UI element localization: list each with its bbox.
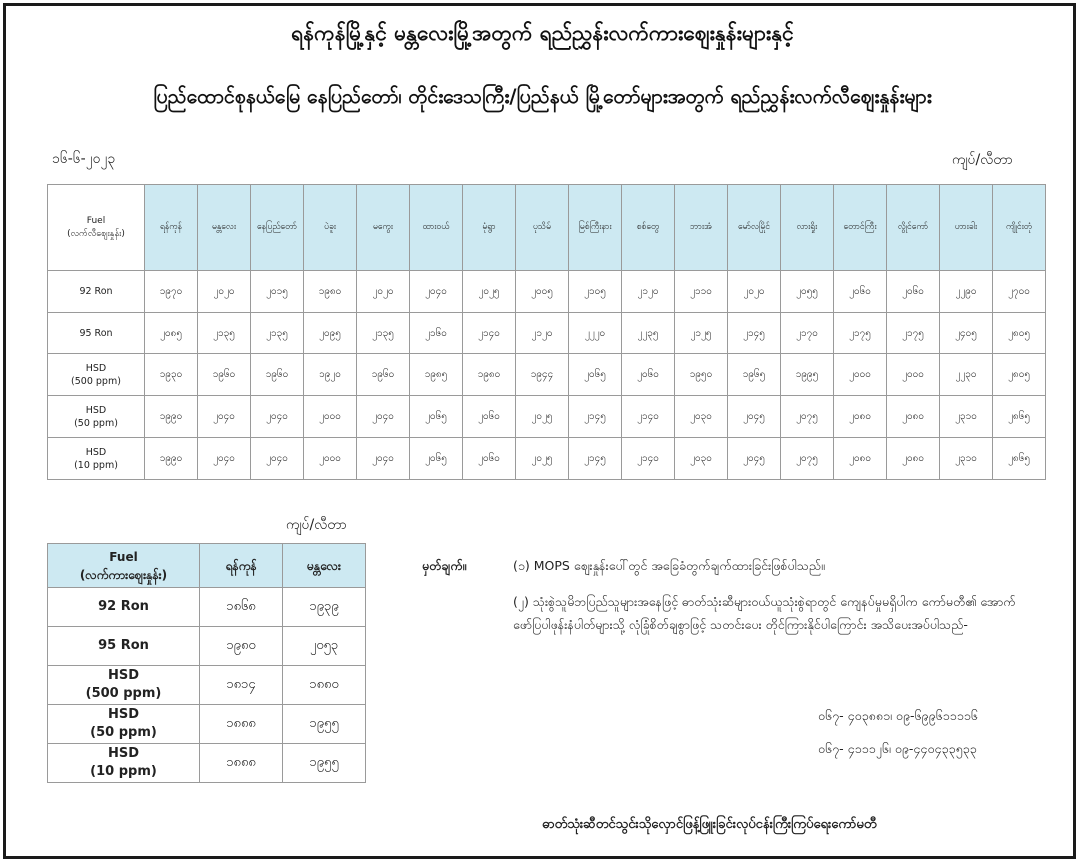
price-cell: ၁၉၆၀ <box>198 354 251 396</box>
city-header: ဘားအံ <box>675 185 728 271</box>
price-cell: ၂၀၄၀ <box>410 271 463 313</box>
price-cell: ၂၁၇၅ <box>834 313 887 354</box>
price-cell: ၁၉၂၀ <box>304 354 357 396</box>
fuel-header <box>48 185 145 271</box>
wholesale-unit-label: ကျပ်/လီတာ <box>286 517 347 533</box>
price-cell: ၂၀၆၀ <box>887 271 940 313</box>
price-cell: ၁၈၆၈ <box>200 588 283 627</box>
price-cell: ၁၉၅၅ <box>283 705 366 744</box>
price-cell: ၁၉၆၀ <box>251 354 304 396</box>
price-cell: ၁၉၆၀ <box>357 354 410 396</box>
fuel-type-line: (50 ppm) <box>90 725 157 740</box>
phone-numbers: ၀၆၇- ၄၁၁၁၂၆၊ ၀၉-၄၄၀၄၃၃၅၃၃ <box>818 741 977 756</box>
price-cell: ၂၂၂၀ <box>569 313 622 354</box>
fuel-type-line: HSD <box>85 362 107 374</box>
fuel-type-line: (50 ppm) <box>74 417 118 429</box>
price-cell: ၂၀၅၃ <box>283 627 366 666</box>
fuel-header-line: Fuel <box>86 215 106 226</box>
fuel-type-line: 92 Ron <box>98 599 149 614</box>
price-cell: ၂၀၄၀ <box>251 396 304 438</box>
fuel-type-cell <box>48 627 200 666</box>
fuel-type-line: 92 Ron <box>79 286 113 297</box>
table-header-row <box>48 544 366 588</box>
city-header: မန္တလေး <box>283 544 366 588</box>
price-cell: ၂၀၆၅ <box>569 354 622 396</box>
city-header: ရန်ကုန် <box>200 544 283 588</box>
wholesale-price-table <box>47 543 366 783</box>
fuel-header-line: (လက်လီဈေးနှုန်း) <box>67 228 125 239</box>
table-row <box>48 666 366 705</box>
price-cell: ၂၁၄၅ <box>569 438 622 480</box>
price-cell: ၂၁၁၀ <box>675 271 728 313</box>
city-header: ရန်ကုန် <box>145 185 198 271</box>
price-cell: ၂၀၂၅ <box>516 396 569 438</box>
price-cell: ၂၀၂၀ <box>357 271 410 313</box>
price-cell: ၂၁၂၀ <box>516 313 569 354</box>
price-cell: ၂၀၂၅ <box>516 438 569 480</box>
fuel-header <box>48 544 200 588</box>
price-cell: ၂၀၂၀ <box>728 271 781 313</box>
price-cell: ၂၁၃၅ <box>198 313 251 354</box>
price-cell: ၂၀၀၀ <box>887 354 940 396</box>
city-header: ထားဝယ် <box>410 185 463 271</box>
fuel-header-line: Fuel <box>109 549 138 564</box>
price-cell: ၂၀၈၀ <box>834 396 887 438</box>
fuel-type-cell <box>48 271 145 313</box>
price-cell: ၁၉၈၀ <box>200 627 283 666</box>
fuel-type-line: HSD <box>107 668 140 683</box>
price-cell: ၁၉၇၀ <box>145 271 198 313</box>
fuel-type-line: (10 ppm) <box>90 764 157 779</box>
note-item: (၁) MOPS ဈေးနှုန်းပေါ်တွင် အခြေခံတွက်ချက်ထားခြင်းဖြစ်ပါသည်။ <box>513 558 825 573</box>
price-cell: ၁၉၉၀ <box>145 438 198 480</box>
fuel-type-line: 95 Ron <box>79 327 113 339</box>
note-item: (၂) သုံးစွဲသူမိဘပြည်သူများအနေဖြင့် ဓာတ်သုံးဆီများဝယ်ယူသုံးစွဲရာတွင် ကျေနပ်မှုမရှိပါက ကော်မတီ၏ အောက်ဖော်ပြပါဖုန်းနံပါတ်များသို့ လုံခြုံစိတ်ချစွာဖြင့် သတင်းပေး တိုင်ကြားနိုင်ပါကြောင်း အသိပေးအပ်ပါသည်- <box>513 594 1016 632</box>
price-cell: ၂၀၈၅ <box>145 313 198 354</box>
price-cell: ၁၉၈၀ <box>304 271 357 313</box>
price-cell: ၂၀၆၀ <box>622 354 675 396</box>
price-cell: ၂၀၂၀ <box>198 271 251 313</box>
price-cell: ၂၁၆၀ <box>410 313 463 354</box>
fuel-type-line: (500 ppm) <box>71 375 121 387</box>
table-row <box>48 313 1046 354</box>
table-row <box>48 354 1046 396</box>
price-cell: ၁၉၅၀ <box>675 354 728 396</box>
price-cell: ၂၃၁၀ <box>940 396 993 438</box>
city-header: မုံရွာ <box>463 185 516 271</box>
fuel-type-line: 95 Ron <box>98 638 149 653</box>
price-cell: ၂၈၆၅ <box>993 438 1046 480</box>
price-cell: ၂၀၄၀ <box>357 438 410 480</box>
city-header: လားရှိုး <box>781 185 834 271</box>
price-cell: ၂၀၄၅ <box>728 396 781 438</box>
price-cell: ၂၈၀၅ <box>993 313 1046 354</box>
price-cell: ၂၂၉၀ <box>940 271 993 313</box>
price-cell: ၂၀၉၅ <box>304 313 357 354</box>
price-cell: ၂၀၀၀ <box>304 438 357 480</box>
price-cell: ၂၁၂၅ <box>675 313 728 354</box>
city-header: ကျိုင်းတုံ <box>993 185 1046 271</box>
price-cell: ၁၉၅၅ <box>283 744 366 783</box>
price-cell: ၂၁၇၅ <box>887 313 940 354</box>
price-cell: ၂၁၄၅ <box>569 396 622 438</box>
fuel-type-line: (500 ppm) <box>85 686 162 701</box>
price-cell: ၁၉၃၀ <box>145 354 198 396</box>
city-header: စစ်တွေ <box>622 185 675 271</box>
table-row <box>48 627 366 666</box>
price-cell: ၂၁၂၀ <box>622 271 675 313</box>
city-header: ပဲခူး <box>304 185 357 271</box>
page-subtitle: ပြည်ထောင်စုနယ်မြေ နေပြည်တော်၊ တိုင်းဒေသကြီး/ပြည်နယ် မြို့တော်များအတွက် ရည်ညွှန်းလက်လီဈေးနှုန်းများ <box>153 85 932 108</box>
retail-price-table <box>47 184 1046 480</box>
notes-label: မှတ်ချက်။ <box>422 558 467 573</box>
fuel-type-line: HSD <box>85 446 107 458</box>
price-cell: ၁၈၈၈ <box>200 705 283 744</box>
fuel-type-line: HSD <box>107 746 140 761</box>
price-cell: ၂၄၀၅ <box>940 313 993 354</box>
price-cell: ၂၀၀၀ <box>304 396 357 438</box>
price-cell: ၂၀၅၅ <box>781 271 834 313</box>
price-cell: ၂၀၆၅ <box>410 396 463 438</box>
price-cell: ၂၀၁၅ <box>251 271 304 313</box>
price-cell: ၂၈၆၅ <box>993 396 1046 438</box>
fuel-type-cell <box>48 438 145 480</box>
fuel-type-cell <box>48 588 200 627</box>
city-header: မန္တလေး <box>198 185 251 271</box>
fuel-type-line: (10 ppm) <box>74 459 118 471</box>
fuel-type-line: HSD <box>85 404 107 416</box>
price-cell: ၂၀၄၀ <box>198 438 251 480</box>
price-cell: ၂၀၆၀ <box>834 271 887 313</box>
price-cell: ၂၀၄၀ <box>357 396 410 438</box>
city-header: မြစ်ကြီးနား <box>569 185 622 271</box>
price-cell: ၂၁၄၀ <box>622 438 675 480</box>
price-cell: ၂၀၃၀ <box>675 396 728 438</box>
price-cell: ၁၈၁၄ <box>200 666 283 705</box>
price-cell: ၁၉၃၉ <box>283 588 366 627</box>
table-row <box>48 705 366 744</box>
price-cell: ၂၀၆၀ <box>463 438 516 480</box>
city-header: တောင်ကြီး <box>834 185 887 271</box>
fuel-type-cell <box>48 354 145 396</box>
date-label: ၁၆-၆-၂၀၂၃ <box>52 151 116 167</box>
city-header: မကွေး <box>357 185 410 271</box>
price-cell: ၂၁၃၅ <box>251 313 304 354</box>
price-cell: ၁၉၄၄ <box>516 354 569 396</box>
price-cell: ၂၃၁၀ <box>940 438 993 480</box>
price-cell: ၂၁၄၅ <box>728 313 781 354</box>
price-cell: ၂၁၄၀ <box>622 396 675 438</box>
fuel-type-cell <box>48 313 145 354</box>
table-row <box>48 744 366 783</box>
table-row <box>48 396 1046 438</box>
page-title: ရန်ကုန်မြို့နှင့် မန္တလေးမြို့အတွက် ရည်ညွှန်းလက်ကားဈေးနှုန်းများနှင့် <box>291 21 794 45</box>
price-cell: ၂၀၆၅ <box>410 438 463 480</box>
price-cell: ၁၉၉၅ <box>781 354 834 396</box>
price-cell: ၂၈၀၅ <box>993 354 1046 396</box>
price-cell: ၂၀၈၀ <box>887 396 940 438</box>
price-cell: ၂၀၈၀ <box>834 438 887 480</box>
table-header-row <box>48 185 1046 271</box>
price-cell: ၂၀၄၅ <box>728 438 781 480</box>
phone-numbers: ၀၆၇- ၄၀၃၈၈၁၊ ၀၉-၆၉၉၆၁၁၁၁၆ <box>818 708 978 723</box>
price-cell: ၂၀၇၅ <box>781 396 834 438</box>
price-cell: ၂၂၃၀ <box>940 354 993 396</box>
price-cell: ၂၀၀၀ <box>834 354 887 396</box>
table-row <box>48 271 1046 313</box>
price-cell: ၂၀၈၀ <box>887 438 940 480</box>
price-cell: ၂၁၄၀ <box>463 313 516 354</box>
price-cell: ၂၀၃၀ <box>675 438 728 480</box>
fuel-type-cell <box>48 396 145 438</box>
fuel-type-cell <box>48 744 200 783</box>
price-cell: ၂၀၄၀ <box>251 438 304 480</box>
price-cell: ၁၉၉၀ <box>145 396 198 438</box>
table-row <box>48 588 366 627</box>
fuel-type-line: HSD <box>107 707 140 722</box>
fuel-header-line: (လက်ကားဈေးနှုန်း) <box>79 567 168 582</box>
price-cell: ၂၀၆၀ <box>463 396 516 438</box>
price-cell: ၂၁၃၅ <box>357 313 410 354</box>
price-cell: ၁၉၆၅ <box>728 354 781 396</box>
price-cell: ၂၁၇၀ <box>781 313 834 354</box>
table-row <box>48 438 1046 480</box>
price-cell: ၂၀၇၅ <box>781 438 834 480</box>
fuel-type-cell <box>48 666 200 705</box>
city-header: ပုသိမ် <box>516 185 569 271</box>
price-cell: ၂၀၂၅ <box>463 271 516 313</box>
price-cell: ၁၈၈၈ <box>200 744 283 783</box>
price-cell: ၂၇၀၀ <box>993 271 1046 313</box>
committee-signature: ဓာတ်သုံးဆီတင်သွင်းသိုလှောင်ဖြန့်ဖြူးခြင်းလုပ်ငန်းကြီးကြပ်ရေးကော်မတီ <box>542 817 877 832</box>
price-cell: ၂၀၀၅ <box>516 271 569 313</box>
city-header: မော်လမြိုင် <box>728 185 781 271</box>
city-header: ဟားခါး <box>940 185 993 271</box>
price-cell: ၂၂၃၅ <box>622 313 675 354</box>
unit-label: ကျပ်/လီတာ <box>952 152 1013 168</box>
fuel-type-cell <box>48 705 200 744</box>
city-header: နေပြည်တော် <box>251 185 304 271</box>
price-cell: ၂၁၀၅ <box>569 271 622 313</box>
price-cell: ၂၀၄၀ <box>198 396 251 438</box>
price-cell: ၁၉၈၅ <box>410 354 463 396</box>
price-cell: ၁၉၈၀ <box>463 354 516 396</box>
price-cell: ၁၈၈၀ <box>283 666 366 705</box>
city-header: လွိုင်ကော် <box>887 185 940 271</box>
